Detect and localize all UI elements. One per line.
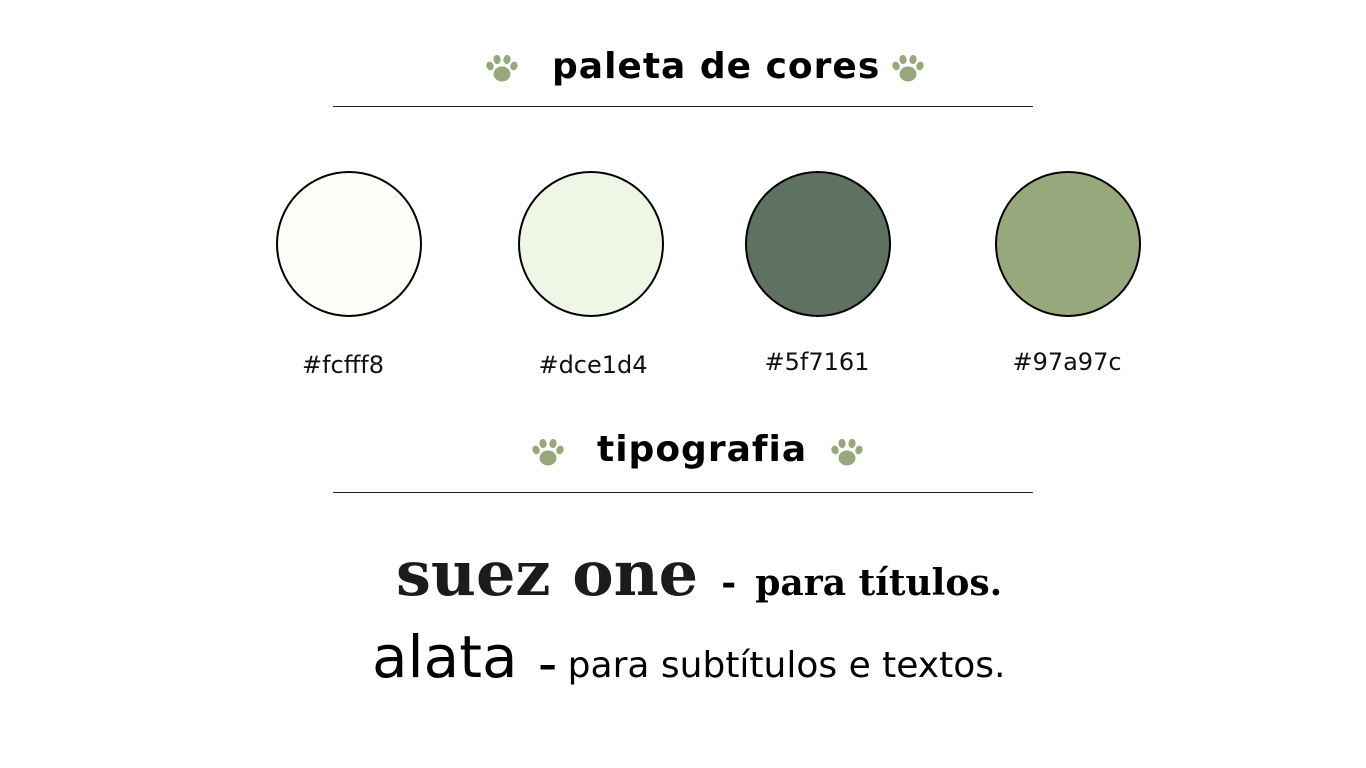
font-separator: - <box>721 562 737 604</box>
font-usage: para subtítulos e textos. <box>567 645 1006 686</box>
swatch-hex-label: #dce1d4 <box>538 351 648 379</box>
font-name: suez one <box>396 537 699 610</box>
paw-icon <box>829 437 865 467</box>
swatch-hex-label: #fcfff8 <box>301 351 384 379</box>
color-swatch <box>995 171 1141 317</box>
color-swatch <box>518 171 664 317</box>
palette-title: paleta de cores <box>552 46 881 87</box>
color-swatch <box>745 171 891 317</box>
color-swatch <box>276 171 422 317</box>
swatch-hex-label: #5f7161 <box>764 348 870 376</box>
paw-icon <box>890 53 926 83</box>
typography-title: tipografia <box>597 429 808 470</box>
typography-divider <box>333 492 1033 493</box>
paw-icon <box>530 437 566 467</box>
font-usage: para títulos. <box>755 562 1003 604</box>
swatch-hex-label: #97a97c <box>1012 348 1122 376</box>
font-row-suez <box>396 537 1003 610</box>
font-row-alata <box>372 623 1006 691</box>
font-separator: – <box>538 645 557 686</box>
palette-divider <box>333 106 1033 107</box>
font-name: alata <box>372 623 518 691</box>
paw-icon <box>484 53 520 83</box>
